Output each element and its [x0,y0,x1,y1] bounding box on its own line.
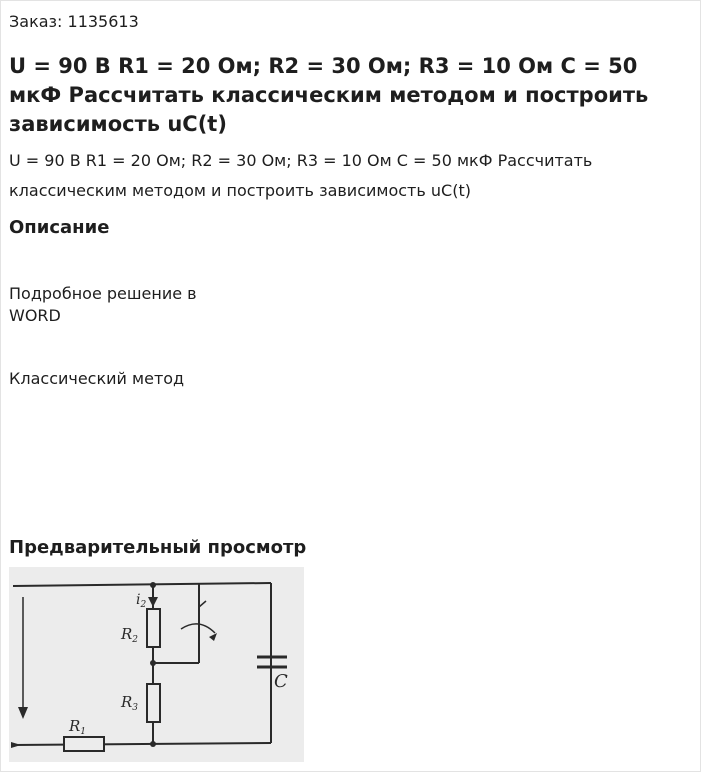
resistor-r1 [64,737,104,751]
label-r3: $R_3$ [121,693,139,713]
page-title: U = 90 В R1 = 20 Ом; R2 = 30 Ом; R3 = 10 Ом С = 50 мкФ Рассчитать классическим методом и построить зависимость uC(t) [9,54,649,136]
preview-image [9,567,304,762]
node-middle [150,660,156,666]
node-top [150,582,156,588]
order-number: Заказ: 1135613 [9,12,139,31]
current-arrow-head [148,597,158,607]
node-bottom [150,741,156,747]
input-terminal-arrow [11,742,21,748]
switch-arrow-head [209,633,217,641]
switch-key [199,601,206,607]
voltage-arrow-head [18,707,28,719]
description-heading: Описание [9,217,110,238]
circuit-diagram [9,567,304,762]
top-wire [13,583,271,586]
label-r1: $R_1$ [69,717,87,737]
bottom-wire [13,743,271,745]
label-r2: $R_2$ [121,625,139,645]
label-i2: $i_2$ [136,592,147,610]
preview-heading: Предварительный просмотр [9,537,307,558]
description-text-solution: Подробное решение в WORD [9,284,197,325]
label-c: C [274,671,288,692]
resistor-r2 [147,609,160,647]
task-summary: U = 90 В R1 = 20 Ом; R2 = 30 Ом; R3 = 10 Ом С = 50 мкФ Рассчитать классическим методом и построить зависимость uC(t) [9,151,593,200]
resistor-r3 [147,684,160,722]
description-text-method: Классический метод [9,369,185,388]
